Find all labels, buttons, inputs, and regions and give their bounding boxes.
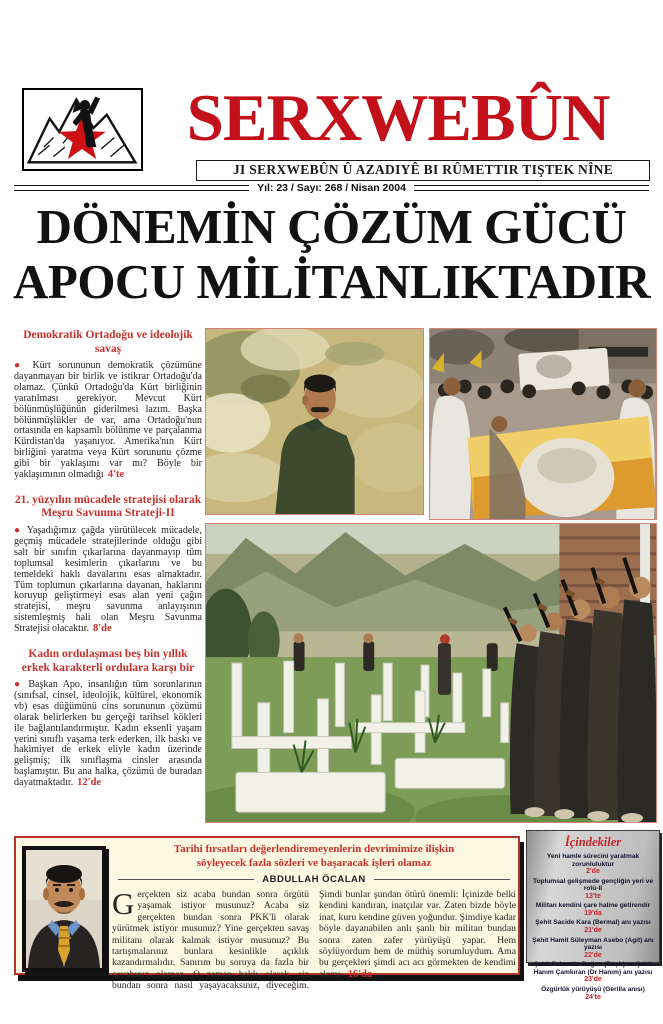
ocalan-hillside-photo — [205, 328, 424, 515]
article-text-col2: yaşayacaksınız, diyeceğim. Şimdi bunlar şundan ötürü önemli: İçinizde belki kendini kandıran, inatçılar var. Zaten bizde böyle inat, kuru kendine güven yoğundur. Şimdiye kadar böyle dayanabilen anlı şanlı bir militan bundan sonra zaten zafer yürüyüşü yapar. Hem söylüyordum hem de müthiş sorumluydum. Ama bu gerçekleri şimdi acı acı görmekten de kendimi alamı- — [199, 889, 516, 992]
toc-entry — [532, 902, 654, 918]
table-of-contents — [526, 830, 660, 1001]
toc-entry — [532, 919, 654, 935]
toc-entry-text: Şehit Sacide Kara (Bermal) anı yazısı — [535, 919, 651, 927]
page-reference: 12'de — [77, 777, 102, 789]
contents-title: İçindekiler — [564, 835, 622, 849]
newspaper-title: SERXWEBÛN — [186, 81, 610, 155]
teaser-heading: 21. yüzyılın mücadele stratejisi olarak Meşru Savunma Strateji-II — [14, 493, 202, 520]
cemetery-guerrillas-illustration — [206, 524, 656, 822]
toc-entry — [532, 853, 654, 877]
issue-dateline — [14, 182, 649, 194]
toc-entry-text: Militan kendini çare haline getirendir — [535, 902, 651, 910]
article-author: ABDULLAH ÖCALAN — [262, 874, 366, 885]
toc-entry — [532, 986, 654, 1002]
teaser-women-army — [14, 648, 202, 789]
teaser-body — [14, 680, 202, 789]
toc-entry-page: 2'de — [586, 868, 600, 876]
article-title-line-2: söyleyecek fazla sözleri ve başaracak işleri olamaz — [196, 856, 432, 869]
bullet-icon: ● — [14, 524, 23, 536]
ocalan-portrait-photo — [22, 846, 106, 972]
teaser-defense-strategy — [14, 494, 202, 635]
page-reference: 8'de — [92, 623, 112, 635]
toc-entry-page: 13'te — [585, 892, 601, 900]
article-body — [112, 886, 516, 992]
toc-entry-text: Özgürlük yürüyüşü (Gerilla anısı) — [541, 985, 645, 993]
toc-entry-text: Şehit Hamit Süleyman Asebo (Agit) anı yazısı — [532, 936, 654, 952]
newspaper-motto: JI SERXWEBÛN Û AZADIYÊ BI RÛMETTIR TIŞTEK NÎNE — [196, 160, 650, 181]
martyrs-cemetery-photo — [205, 523, 657, 823]
toc-entry — [532, 937, 654, 961]
teaser-heading: Kadın ordulaşması beş bin yıllık erkek karakterli ordulara karşı bir — [21, 648, 195, 674]
crowd-banner-illustration — [430, 329, 656, 519]
page-reference: 4'te — [107, 469, 125, 481]
ocalan-article-box — [14, 836, 520, 992]
article-byline — [118, 874, 510, 885]
teaser-text: Başkan Apo, insanlığın tüm sorunlarının (sınıfsal, cinsel, ideolojik, kültürel, ekonomik vb) esas düğümünü cins sorununun çözümü olarak belirlerken bu gerçeği tarihsel kökleri ile bağlantılandırmıştır. Kadın eksenli yaşam yerini sınıflı yaşama terk ederken, ilk baskı ve hakimiyet de erkek eliyle kadın üzerinde gelişmiş; ilk sınıflaşma cinsler arasında başlamıştır. Bu ana halka, çözümü de buradan dayatmaktadır. — [14, 679, 203, 789]
newspaper-logo — [22, 88, 143, 171]
headline-line-1: DÖNEMİN ÇÖZÜM GÜCÜ — [36, 199, 627, 254]
toc-entry-page: 21'de — [584, 927, 602, 935]
main-headline — [0, 199, 663, 309]
drop-cap: G — [112, 886, 135, 921]
toc-entry — [532, 961, 654, 985]
article-title-line-1: Tarihi fırsatları değerlendiremeyenlerin devrimimize ilişkin — [173, 843, 455, 855]
headline-line-2: APOCU MİLİTANLIKTADIR — [13, 254, 650, 309]
ocalan-hillside-illustration — [206, 329, 423, 514]
mountain-star-figure-icon — [24, 90, 141, 169]
toc-entry-page: 22'de — [584, 951, 602, 959]
toc-entry-text: Toplumsal gelişmede gençliğin yeri ve rolü-II — [532, 877, 654, 893]
teaser-text: Kürt sorununun demokratik çözümüne dayanmayan bir birlik ve istikrar Ortadoğu'da olamaz. Çünkü Ortadoğu'da Kürt birliğinin yaratılması gerekiyor. Mevcut Kürt bölünmüşlüğünün giderilmesi lazım. Başka bölünmüşlükler de var, ama Ortadoğu'nun ortasında en kapsamlı bölünme ve parçalanma Kürdistan'da yaşanıyor. Amerika'nın Kürt birliğini yaratma veya Kürt sorununu çözme gibi bir yaklaşımı var mı? Böyle bir yaklaşımının olmadığı — [14, 360, 202, 481]
issue-dateline-text: Yıl: 23 / Sayı: 268 / Nisan 2004 — [257, 182, 406, 194]
toc-entry — [532, 878, 654, 902]
front-page-teasers — [14, 329, 202, 802]
teaser-body — [14, 526, 202, 635]
ocalan-article-content — [112, 843, 516, 992]
toc-entry-text: Yeni hamle sürecini yaratmak zorunluluktur — [546, 853, 640, 868]
teaser-democratic-middle-east — [14, 329, 202, 481]
ocalan-portrait-illustration — [26, 850, 102, 968]
teaser-heading: Demokratik Ortadoğu ve ideolojik savaş — [23, 329, 193, 355]
bullet-icon: ● — [14, 360, 25, 371]
bullet-icon: ● — [14, 679, 23, 691]
toc-entry-page: 24'te — [585, 993, 601, 1001]
teaser-text: Yaşadığımız çağda yürütülecek mücadele, geçmiş mücadele stratejilerinde olduğu gibi salt bir sınıfın çıkarlarına dayanmayıp tüm toplumsal kesimlerin çıkarlarını ve bu temeldeki haklı davalarını esas almaktadır. Tüm toplumun çıkarlarına dayanan, haklarını koruyup geliştirmeyi esas alan yeni çağın stratejisi, meşru savunma anlayışının sistemleşmiş hali olan Meşru Savunma Stratejisi olacaktır. — [14, 524, 202, 635]
crowd-banner-photo — [429, 328, 657, 520]
teaser-body — [14, 361, 202, 481]
toc-entry-page: 19'da — [584, 909, 602, 917]
article-text-col1: erçekten siz acaba bundan sonra örgütü yaşamak istiyor musunuz? Acaba siz gerçekten bundan sonra PKK'li olarak yürütmek istiyor musunuz? Yine gerçekten savaş militanı olarak kalmak istiyor musunuz? Bu tartışmalarınız bunlara kesinlikle açıklık kazandırmalıdır. Sanırım bu soruya da fazla bir cevabınız olamaz. O zaman haklı olarak, siz bundan sonra nasıl — [112, 889, 309, 992]
page-reference: 16'da — [347, 968, 373, 980]
article-title — [112, 843, 516, 870]
toc-entry-page: 23'de — [584, 976, 602, 984]
toc-entry-text: Şehit Fahrettin Doğan (Beşir) ve Şehit Hanım Çamkıran (Dr Hanım) anı yazısı — [533, 961, 653, 976]
